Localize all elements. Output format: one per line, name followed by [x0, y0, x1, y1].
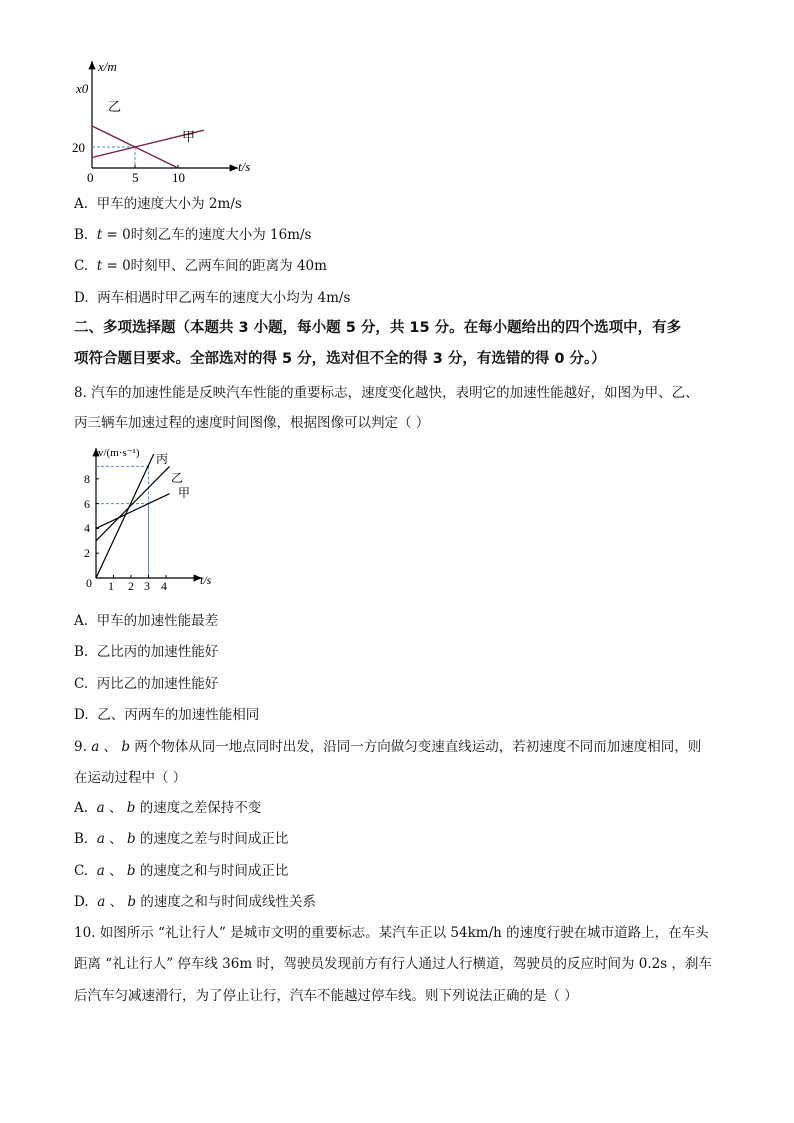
- q8-stem-line1: 8. 汽车的加速性能是反映汽车性能的重要标志，速度变化越快，表明它的加速性能越好，如图为甲、乙、: [74, 385, 699, 401]
- t-tick-label: 2: [128, 579, 134, 593]
- series-label-yi: 乙: [108, 99, 122, 114]
- q9-option-b: B. a 、 b 的速度之差与时间成正比: [74, 831, 289, 847]
- y-tick-label: 20: [72, 140, 85, 155]
- t-tick-label: 0: [86, 576, 92, 590]
- x-tick-label: 10: [172, 170, 185, 185]
- q7-option-a: A. 甲车的速度大小为 2m/s: [74, 196, 242, 212]
- q7-option-b: B. t = 0时刻乙车的速度大小为 16m/s: [74, 227, 312, 243]
- v-tick-label: 6: [84, 497, 90, 511]
- series-line-bing: [96, 454, 154, 578]
- series-label-bing: 丙: [156, 452, 169, 466]
- q8-option-d: D. 乙、丙两车的加速性能相同: [74, 707, 260, 723]
- v-tick-label: 8: [84, 472, 90, 486]
- series-label-jia: 甲: [182, 129, 196, 144]
- y-special-tick: x0: [76, 81, 89, 96]
- q10-stem-line2: 距离 “礼让行人” 停车线 36m 时，驾驶员发现前方有行人通过人行横道，驾驶员的反应时间为 0.2s ，刹车: [74, 956, 712, 972]
- x-tick-label: 0: [87, 170, 94, 185]
- q10-stem-line3: 后汽车匀减速滑行，为了停止让行，汽车不能越过停车线。则下列说法正确的是（ ）: [74, 988, 578, 1004]
- q7-option-c: C. t = 0时刻甲、乙两车间的距离为 40m: [74, 258, 327, 274]
- q10-stem-line1: 10. 如图所示 “礼让行人” 是城市文明的重要标志。某汽车正以 54km/h 的速度行驶在城市道路上，在车头: [74, 925, 709, 941]
- v-tick-label: 4: [84, 521, 90, 535]
- q8-option-c: C. 丙比乙的加速性能好: [74, 676, 219, 692]
- x-axis-label: t/s: [238, 159, 251, 174]
- t-axis-label: t/s: [200, 573, 212, 587]
- y-axis-label: x/m: [98, 59, 117, 74]
- section-heading-line2: 项符合题目要求。全部选对的得 5 分，选对但不全的得 3 分，有选错的得 0 分。）: [74, 351, 606, 367]
- t-tick-label: 3: [144, 579, 150, 593]
- v-axis-label: v/(m·s⁻¹): [98, 447, 140, 459]
- section-heading-line1: 二、多项选择题（本题共 3 小题，每小题 5 分，共 15 分。在每小题给出的四个选项中，有多: [74, 320, 682, 336]
- t-tick-label: 4: [161, 579, 167, 593]
- x-tick-label: 5: [132, 170, 139, 185]
- q8-option-b: B. 乙比丙的加速性能好: [74, 644, 219, 660]
- q8-stem-line2: 丙三辆车加速过程的速度时间图像，根据图像可以判定（ ）: [74, 415, 430, 431]
- q9-stem-line2: 在运动过程中（ ）: [74, 770, 187, 786]
- series-label-yi: 乙: [171, 471, 184, 485]
- q9-stem-line1: 9. a 、 b 两个物体从同一地点同时出发，沿同一方向做匀变速直线运动，若初速度不同而加速度相同，则: [74, 739, 702, 755]
- xt-graph: [70, 55, 260, 185]
- series-label-jia: 甲: [178, 486, 191, 500]
- q9-option-c: C. a 、 b 的速度之和与时间成正比: [74, 863, 289, 879]
- q9-option-d: D. a 、 b 的速度之和与时间成线性关系: [74, 894, 316, 910]
- vt-graph: [78, 442, 238, 597]
- q9-option-a: A. a 、 b 的速度之差保持不变: [74, 800, 262, 816]
- v-tick-label: 2: [84, 546, 90, 560]
- q8-option-a: A. 甲车的加速性能最差: [74, 613, 219, 629]
- q7-option-d: D. 两车相遇时甲乙两车的速度大小均为 4m/s: [74, 290, 351, 306]
- t-tick-label: 1: [108, 579, 114, 593]
